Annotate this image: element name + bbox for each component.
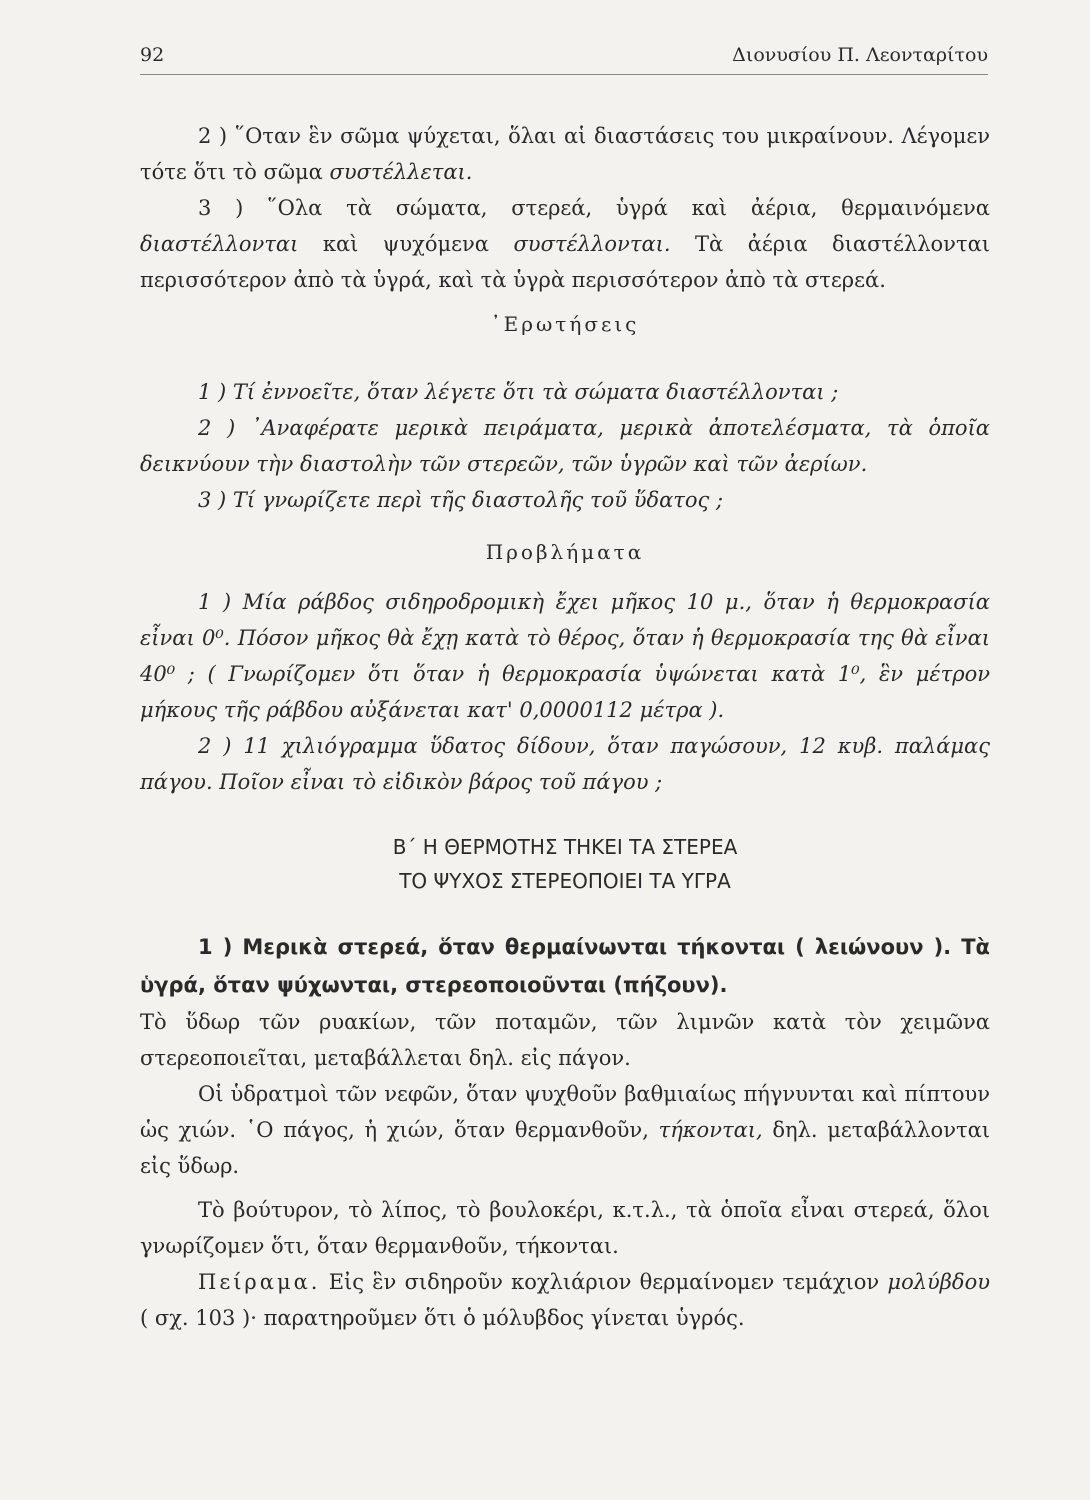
- question-2: 2 ) ᾿Αναφέρατε μερικὰ πειράματα, μερικὰ ἀποτελέσματα, τὰ ὁποῖα δεικνύουν τὴν διαστολὴν τῶν στερεῶν, τῶν ὑγρῶν καὶ τῶν ἀερίων.: [140, 416, 990, 476]
- experiment-label: Πείραμα.: [198, 1270, 321, 1294]
- text-span: 2 ) ῞Οταν ἓν σῶμα ψύχεται, ὅλαι αἱ διαστάσεις του μικραίνουν. Λέγομεν τότε ὅτι τὸ σῶμα: [140, 124, 990, 184]
- paragraph-experiment: [140, 1264, 990, 1336]
- italic-term: συστέλλονται.: [513, 232, 671, 256]
- text-span: δηλ. μεταβάλλονται εἰς ὕδωρ.: [140, 1118, 990, 1178]
- text-span: Οἱ ὑδρατμοὶ τῶν νεφῶν, ὅταν ψυχθοῦν βαθμιαίως πήγνυνται καὶ πίπτουν ὡς χιών. ῾Ο πάγος, ἡ χιών, ὅταν θερμανθοῦν,: [140, 1082, 990, 1142]
- text-span: ( σχ. 103 )· παρατηροῦμεν ὅτι ὁ μόλυβδος γίνεται ὑγρός.: [140, 1306, 745, 1330]
- problems-heading: Προβλήματα: [485, 540, 645, 564]
- page-content: [140, 118, 990, 1336]
- section-title-line-2: ΤΟ ΨΥΧΟΣ ΣΤΕΡΕΟΠΟΙΕΙ ΤΑ ΥΓΡΑ: [399, 869, 731, 893]
- running-header: [140, 44, 988, 75]
- problem-1: 1 ) Μία ράβδος σιδηροδρομικὴ ἔχει μῆκος 10 μ., ὅταν ἡ θερμοκρασία εἶναι 0⁰. Πόσον μῆκος θὰ ἔχῃ κατὰ τὸ θέρος, ὅταν ἡ θερμοκρασία της θὰ εἶναι 40⁰ ; ( Γνωρίζομεν ὅτι ὅταν ἡ θερμοκρασία ὑψώνεται κατὰ 1⁰, ἓν μέτρον μήκους τῆς ράβδου αὐξάνεται κατ' 0,0000112 μέτρα ).: [140, 590, 990, 722]
- paragraph-all-bodies: [140, 190, 990, 298]
- paragraph-clouds: [140, 1076, 990, 1184]
- paragraph-contraction: [140, 118, 990, 190]
- text-span: 3 ) ῞Ολα τὰ σώματα, στερεά, ὑγρά καὶ ἀέρια, θερμαινόμενα: [198, 196, 990, 220]
- question-3: 3 ) Τί γνωρίζετε περὶ τῆς διαστολῆς τοῦ ὕδατος ;: [198, 488, 724, 512]
- text-span: Εἰς ἓν σιδηροῦν κοχλιάριον θερμαίνομεν τεμάχιον: [328, 1270, 880, 1294]
- italic-term: συστέλλεται.: [329, 160, 473, 184]
- problem-2: 2 ) 11 χιλιόγραμμα ὕδατος δίδουν, ὅταν παγώσουν, 12 κυβ. παλάμας πάγου. Ποῖον εἶναι τὸ εἰδικὸν βάρος τοῦ πάγου ;: [140, 734, 990, 794]
- paragraph-butter: Τὸ βούτυρον, τὸ λίπος, τὸ βουλοκέρι, κ.τ.λ., τὰ ὁποῖα εἶναι στερεά, ὅλοι γνωρίζομεν ὅτι, ὅταν θερμανθοῦν, τήκονται.: [140, 1198, 990, 1258]
- bold-statement: 1 ) Μερικὰ στερεά, ὅταν θερμαίνωνται τήκονται ( λειώνουν ). Τὰ ὑγρά, ὅταν ψύχωνται, στερεοποιοῦνται (πήζουν).: [140, 935, 990, 997]
- italic-term: μολύβδου: [887, 1270, 990, 1294]
- text-span: Τὰ ἀέρια διαστέλλονται περισσότερον ἀπὸ τὰ ὑγρά, καὶ τὰ ὑγρὰ περισσότερον ἀπὸ τὰ στερεά.: [140, 232, 990, 292]
- page-number: 92: [140, 44, 165, 66]
- question-1: 1 ) Τί ἐννοεῖτε, ὅταν λέγετε ὅτι τὰ σώματα διαστέλλονται ;: [198, 380, 839, 404]
- section-title: [140, 830, 990, 898]
- paragraph-water-freezes: Τὸ ὕδωρ τῶν ρυακίων, τῶν ποταμῶν, τῶν λιμνῶν κατὰ τὸν χειμῶνα στερεοποιεῖται, μεταβάλλεται δηλ. εἰς πάγον.: [140, 1010, 990, 1070]
- italic-term: τήκονται,: [658, 1118, 763, 1142]
- running-author: Διονυσίου Π. Λεονταρίτου: [732, 44, 988, 66]
- section-title-line-1: Β΄ Η ΘΕΡΜΟΤΗΣ ΤΗΚΕΙ ΤΑ ΣΤΕΡΕΑ: [392, 835, 738, 859]
- questions-heading: ᾿Ερωτήσεις: [490, 312, 640, 336]
- text-span: καὶ ψυχόμενα: [322, 232, 489, 256]
- italic-term: διαστέλλονται: [140, 232, 299, 256]
